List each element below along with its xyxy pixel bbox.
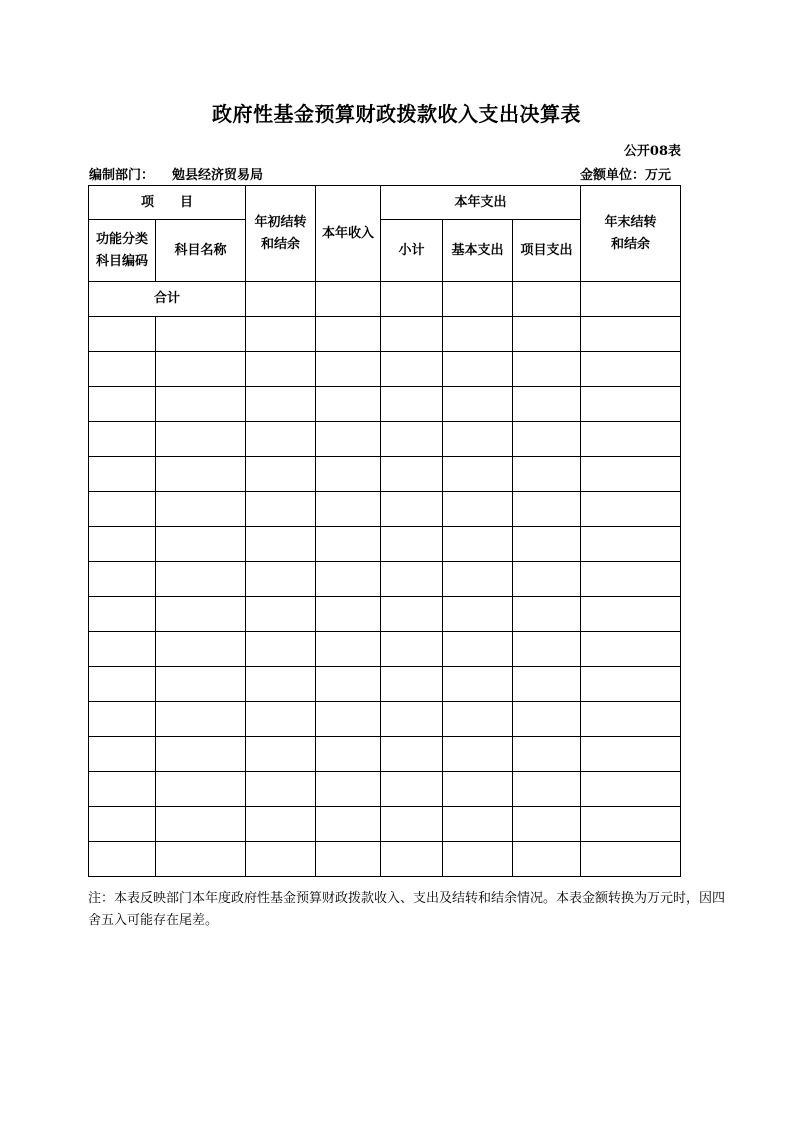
table-cell (246, 387, 316, 422)
table-cell (316, 317, 381, 352)
table-cell (316, 632, 381, 667)
table-cell (581, 807, 681, 842)
amount-unit: 金额单位：万元 (579, 168, 671, 183)
table-cell (513, 492, 581, 527)
table-cell (513, 597, 581, 632)
table-cell (443, 317, 513, 352)
table-cell (156, 597, 246, 632)
table-cell (89, 422, 156, 457)
table-cell (89, 737, 156, 772)
table-cell (581, 457, 681, 492)
table-cell (581, 772, 681, 807)
table-cell (443, 562, 513, 597)
table-cell (156, 457, 246, 492)
table-cell (581, 597, 681, 632)
table-row (89, 422, 681, 457)
table-cell (156, 632, 246, 667)
table-cell (89, 702, 156, 737)
header-item: 项 目 (89, 186, 246, 220)
table-cell (156, 352, 246, 387)
table-cell (89, 492, 156, 527)
table-cell (513, 702, 581, 737)
total-row (89, 282, 681, 317)
table-cell (513, 772, 581, 807)
table-cell (443, 387, 513, 422)
table-cell (443, 667, 513, 702)
total-cell (513, 282, 581, 317)
budget-table (88, 185, 681, 877)
total-cell (246, 282, 316, 317)
header-end-balance-line2: 和结余 (611, 236, 651, 252)
table-cell (316, 842, 381, 877)
table-cell (156, 772, 246, 807)
table-cell (381, 457, 443, 492)
table-cell (581, 667, 681, 702)
table-cell (156, 562, 246, 597)
table-row (89, 492, 681, 527)
table-cell (381, 772, 443, 807)
table-cell (443, 527, 513, 562)
table-cell (316, 492, 381, 527)
header-subject-name: 科目名称 (156, 220, 246, 282)
table-cell (443, 702, 513, 737)
table-cell (443, 597, 513, 632)
table-cell (246, 317, 316, 352)
table-cell (316, 387, 381, 422)
table-cell (381, 492, 443, 527)
table-cell (581, 422, 681, 457)
table-row (89, 807, 681, 842)
table-cell (443, 807, 513, 842)
table-cell (581, 632, 681, 667)
table-cell (156, 842, 246, 877)
table-cell (513, 562, 581, 597)
table-cell (89, 842, 156, 877)
table-cell (246, 352, 316, 387)
table-cell (316, 527, 381, 562)
table-cell (381, 317, 443, 352)
table-cell (89, 317, 156, 352)
header-end-balance (581, 186, 681, 282)
table-cell (89, 772, 156, 807)
table-cell (156, 492, 246, 527)
table-cell (316, 807, 381, 842)
total-cell (443, 282, 513, 317)
table-cell (581, 702, 681, 737)
table-cell (89, 667, 156, 702)
table-cell (443, 492, 513, 527)
table-cell (316, 702, 381, 737)
table-cell (443, 632, 513, 667)
table-cell (513, 667, 581, 702)
table-cell (381, 352, 443, 387)
table-cell (581, 352, 681, 387)
table-cell (89, 597, 156, 632)
table-cell (443, 842, 513, 877)
table-cell (156, 317, 246, 352)
table-cell (89, 352, 156, 387)
header-expense: 本年支出 (381, 186, 581, 220)
table-cell (513, 317, 581, 352)
table-cell (316, 737, 381, 772)
table-row (89, 772, 681, 807)
table-cell (443, 772, 513, 807)
table-cell (381, 562, 443, 597)
table-row (89, 562, 681, 597)
header-end-balance-line1: 年末结转 (604, 214, 657, 230)
table-cell (246, 632, 316, 667)
table-cell (581, 492, 681, 527)
table-row (89, 702, 681, 737)
table-row (89, 597, 681, 632)
table-cell (316, 562, 381, 597)
table-cell (246, 457, 316, 492)
table-row (89, 632, 681, 667)
table-row (89, 737, 681, 772)
total-cell (581, 282, 681, 317)
table-cell (246, 527, 316, 562)
table-cell (246, 492, 316, 527)
table-cell (156, 807, 246, 842)
table-cell (156, 667, 246, 702)
table-cell (156, 387, 246, 422)
footnote: 注：本表反映部门本年度政府性基金预算财政拨款收入、支出及结转和结余情况。本表金额转换为万元时，因四舍五入可能存在尾差。 (88, 891, 726, 928)
header-begin-balance (246, 186, 316, 282)
table-cell (246, 422, 316, 457)
table-cell (246, 807, 316, 842)
table-cell (513, 457, 581, 492)
table-cell (581, 387, 681, 422)
header-begin-balance-line1: 年初结转 (254, 214, 307, 230)
table-cell (246, 667, 316, 702)
table-cell (246, 597, 316, 632)
header-income: 本年收入 (316, 186, 381, 282)
table-cell (246, 842, 316, 877)
header-func-code (89, 220, 156, 282)
table-cell (443, 422, 513, 457)
header-subtotal: 小计 (381, 220, 443, 282)
form-number: 公开08表 (623, 144, 681, 159)
table-row (89, 527, 681, 562)
table-cell (316, 772, 381, 807)
table-cell (443, 457, 513, 492)
header-begin-balance-line2: 和结余 (261, 236, 301, 252)
table-cell (513, 632, 581, 667)
table-cell (513, 842, 581, 877)
total-cell (316, 282, 381, 317)
table-cell (246, 737, 316, 772)
table-cell (581, 562, 681, 597)
table-cell (246, 702, 316, 737)
table-cell (381, 842, 443, 877)
table-cell (89, 632, 156, 667)
header-func-code-line2: 科目编码 (95, 253, 148, 269)
table-cell (581, 317, 681, 352)
table-cell (381, 807, 443, 842)
table-cell (156, 422, 246, 457)
table-row (89, 352, 681, 387)
page-title: 政府性基金预算财政拨款收入支出决算表 (212, 102, 581, 126)
table-cell (156, 702, 246, 737)
table-row (89, 457, 681, 492)
total-cell (381, 282, 443, 317)
table-cell (316, 422, 381, 457)
table-cell (381, 737, 443, 772)
header-basic-expense: 基本支出 (443, 220, 513, 282)
table-cell (156, 527, 246, 562)
table-cell (381, 422, 443, 457)
header-func-code-line1: 功能分类 (95, 231, 148, 247)
table-cell (316, 457, 381, 492)
total-label: 合计 (89, 282, 246, 317)
table-cell (443, 352, 513, 387)
table-row (89, 387, 681, 422)
table-cell (513, 737, 581, 772)
department-name: 勉县经济贸易局 (172, 168, 264, 183)
table-cell (443, 737, 513, 772)
table-cell (89, 457, 156, 492)
table-cell (513, 807, 581, 842)
table-cell (581, 842, 681, 877)
table-cell (156, 737, 246, 772)
table-cell (381, 387, 443, 422)
table-row (89, 317, 681, 352)
department-label: 编制部门： (89, 168, 155, 183)
table-cell (581, 737, 681, 772)
table-cell (381, 667, 443, 702)
table-cell (381, 702, 443, 737)
table-cell (316, 667, 381, 702)
table-cell (581, 527, 681, 562)
table-cell (513, 352, 581, 387)
table-cell (381, 632, 443, 667)
table-cell (89, 807, 156, 842)
table-cell (513, 527, 581, 562)
table-cell (89, 527, 156, 562)
table-cell (381, 597, 443, 632)
table-cell (316, 352, 381, 387)
header-project-expense: 项目支出 (513, 220, 581, 282)
table-cell (89, 562, 156, 597)
table-cell (246, 772, 316, 807)
table-row (89, 842, 681, 877)
table-cell (89, 387, 156, 422)
table-cell (513, 387, 581, 422)
table-row (89, 667, 681, 702)
table-cell (316, 597, 381, 632)
table-cell (513, 422, 581, 457)
table-cell (381, 527, 443, 562)
table-cell (246, 562, 316, 597)
